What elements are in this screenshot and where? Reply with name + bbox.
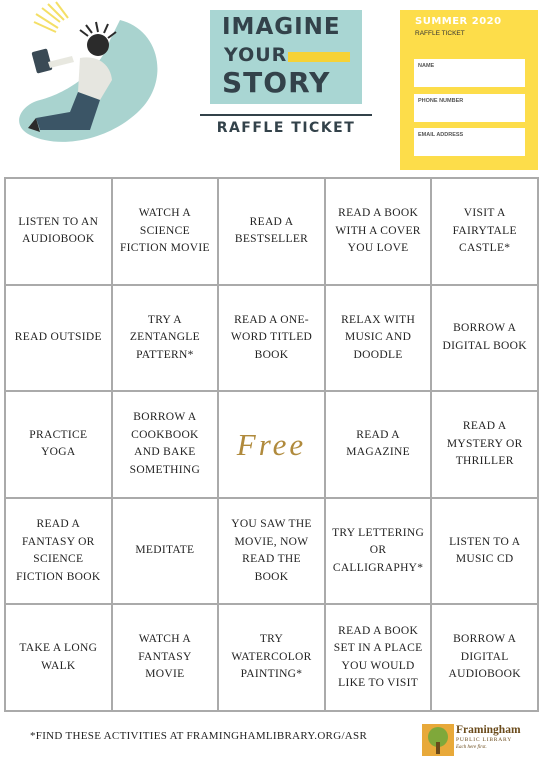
grid-cell: VISIT A FAIRYTALE CASTLE* xyxy=(431,178,538,285)
grid-cell: BORROW A DIGITAL BOOK xyxy=(431,285,538,392)
grid-cell: READ OUTSIDE xyxy=(5,285,112,392)
logo-line-imagine: IMAGINE xyxy=(222,14,341,40)
grid-cell: WATCH A SCIENCE FICTION MOVIE xyxy=(112,178,219,285)
phone-number-field[interactable] xyxy=(414,94,525,122)
free-space-cell: Free xyxy=(218,391,325,498)
name-field-label: NAME xyxy=(418,63,435,69)
grid-cell: WATCH A FANTASY MOVIE xyxy=(112,604,219,711)
imagine-your-story-logo xyxy=(210,10,362,104)
grid-cell: TRY A ZENTANGLE PATTERN* xyxy=(112,285,219,392)
grid-cell: READ A ONE-WORD TITLED BOOK xyxy=(218,285,325,392)
logo-line-your: YOUR xyxy=(224,44,288,66)
library-name: Framingham xyxy=(456,724,521,736)
grid-cell: READ A BESTSELLER xyxy=(218,178,325,285)
activities-footnote: *FIND THESE ACTIVITIES AT FRAMINGHAMLIBRARY.ORG/ASR xyxy=(30,730,368,742)
raffle-ticket-heading: RAFFLE TICKET xyxy=(216,120,356,136)
grid-cell: MEDITATE xyxy=(112,498,219,605)
grid-cell: YOU SAW THE MOVIE, NOW READ THE BOOK xyxy=(218,498,325,605)
tree-icon xyxy=(422,724,454,756)
grid-cell: TRY WATERCOLOR PAINTING* xyxy=(218,604,325,711)
email-address-field[interactable] xyxy=(414,128,525,156)
ticket-season: SUMMER 2020 xyxy=(415,16,502,27)
logo-line-story: STORY xyxy=(222,66,331,99)
logo-accent-bar xyxy=(288,52,350,62)
grid-cell: BORROW A DIGITAL AUDIOBOOK xyxy=(431,604,538,711)
grid-cell: LISTEN TO A MUSIC CD xyxy=(431,498,538,605)
email-field-label: EMAIL ADDRESS xyxy=(418,132,464,138)
grid-cell: LISTEN TO AN AUDIOBOOK xyxy=(5,178,112,285)
library-tagline: Each here first. xyxy=(456,745,487,750)
grid-cell: READ A BOOK WITH A COVER YOU LOVE xyxy=(325,178,432,285)
grid-cell: PRACTICE YOGA xyxy=(5,391,112,498)
grid-cell: RELAX WITH MUSIC AND DOODLE xyxy=(325,285,432,392)
grid-cell: READ A FANTASY OR SCIENCE FICTION BOOK xyxy=(5,498,112,605)
ticket-subtitle: RAFFLE TICKET xyxy=(415,30,465,37)
activity-grid xyxy=(4,177,539,712)
phone-field-label: PHONE NUMBER xyxy=(418,98,464,104)
grid-cell: BORROW A COOKBOOK AND BAKE SOMETHING xyxy=(112,391,219,498)
raffle-ticket-box xyxy=(400,10,538,170)
grid-cell: TRY LETTERING OR CALLIGRAPHY* xyxy=(325,498,432,605)
logo-divider xyxy=(200,114,372,116)
grid-cell: READ A MAGAZINE xyxy=(325,391,432,498)
grid-cell: TAKE A LONG WALK xyxy=(5,604,112,711)
library-logo xyxy=(422,724,522,756)
reader-illustration xyxy=(0,0,170,170)
library-subtitle: PUBLIC LIBRARY xyxy=(456,737,512,743)
name-field[interactable] xyxy=(414,59,525,87)
grid-cell: READ A MYSTERY OR THRILLER xyxy=(431,391,538,498)
grid-cell: READ A BOOK SET IN A PLACE YOU WOULD LIKE TO VISIT xyxy=(325,604,432,711)
